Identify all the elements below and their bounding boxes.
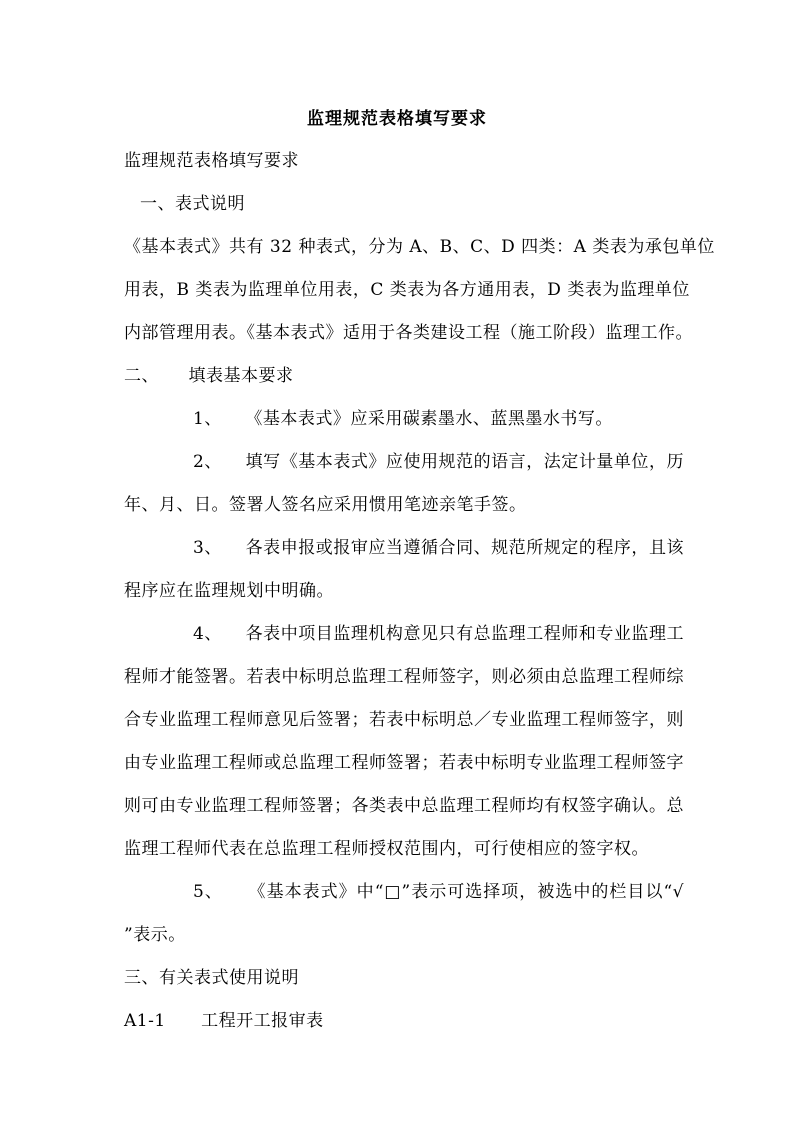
- paragraph-line: 由专业监理工程师或总监理工程师签署；若表中标明专业监理工程师签字: [124, 753, 684, 773]
- form-entry: A1-1 工程开工报审表: [124, 1011, 324, 1031]
- list-item-5: 5、 《基本表式》中“□”表示可选择项，被选中的栏目以“√: [193, 882, 684, 902]
- paragraph-line: 监理工程师代表在总监理工程师授权范围内，可行使相应的签字权。: [124, 839, 649, 859]
- list-item-4: 4、 各表中项目监理机构意见只有总监理工程师和专业监理工: [193, 624, 684, 644]
- section-heading-1: 一、表式说明: [140, 194, 245, 214]
- paragraph-line: 合专业监理工程师意见后签署；若表中标明总／专业监理工程师签字，则: [124, 710, 684, 730]
- section-heading-3: 三、有关表式使用说明: [124, 968, 299, 988]
- paragraph-line: 内部管理用表。《基本表式》适用于各类建设工程（施工阶段）监理工作。: [124, 323, 693, 343]
- paragraph-line: 年、月、日。签署人签名应采用惯用笔迹亲笔手签。: [124, 495, 527, 515]
- list-item-3: 3、 各表申报或报审应当遵循合同、规范所规定的程序，且该: [193, 538, 684, 558]
- list-item-1: 1、 《基本表式》应采用碳素墨水、蓝黑墨水书写。: [193, 409, 613, 429]
- paragraph-line: 则可由专业监理工程师签署；各类表中总监理工程师均有权签字确认。总: [124, 796, 684, 816]
- section-heading-2: 二、 填表基本要求: [124, 366, 294, 386]
- list-item-2: 2、 填写《基本表式》应使用规范的语言，法定计量单位，历: [193, 452, 684, 472]
- paragraph-line: 程师才能签署。若表中标明总监理工程师签字，则必须由总监理工程师综: [124, 667, 684, 687]
- paragraph-line: 《基本表式》共有 32 种表式，分为 A、B、C、D 四类：A 类表为承包单位: [124, 237, 715, 257]
- paragraph-line: ”表示。: [124, 925, 186, 945]
- paragraph-line: 程序应在监理规划中明确。: [124, 581, 334, 601]
- document-subtitle: 监理规范表格填写要求: [124, 151, 299, 171]
- paragraph-line: 用表，B 类表为监理单位用表，C 类表为各方通用表，D 类表为监理单位: [124, 280, 690, 300]
- document-title: 监理规范表格填写要求: [307, 109, 487, 129]
